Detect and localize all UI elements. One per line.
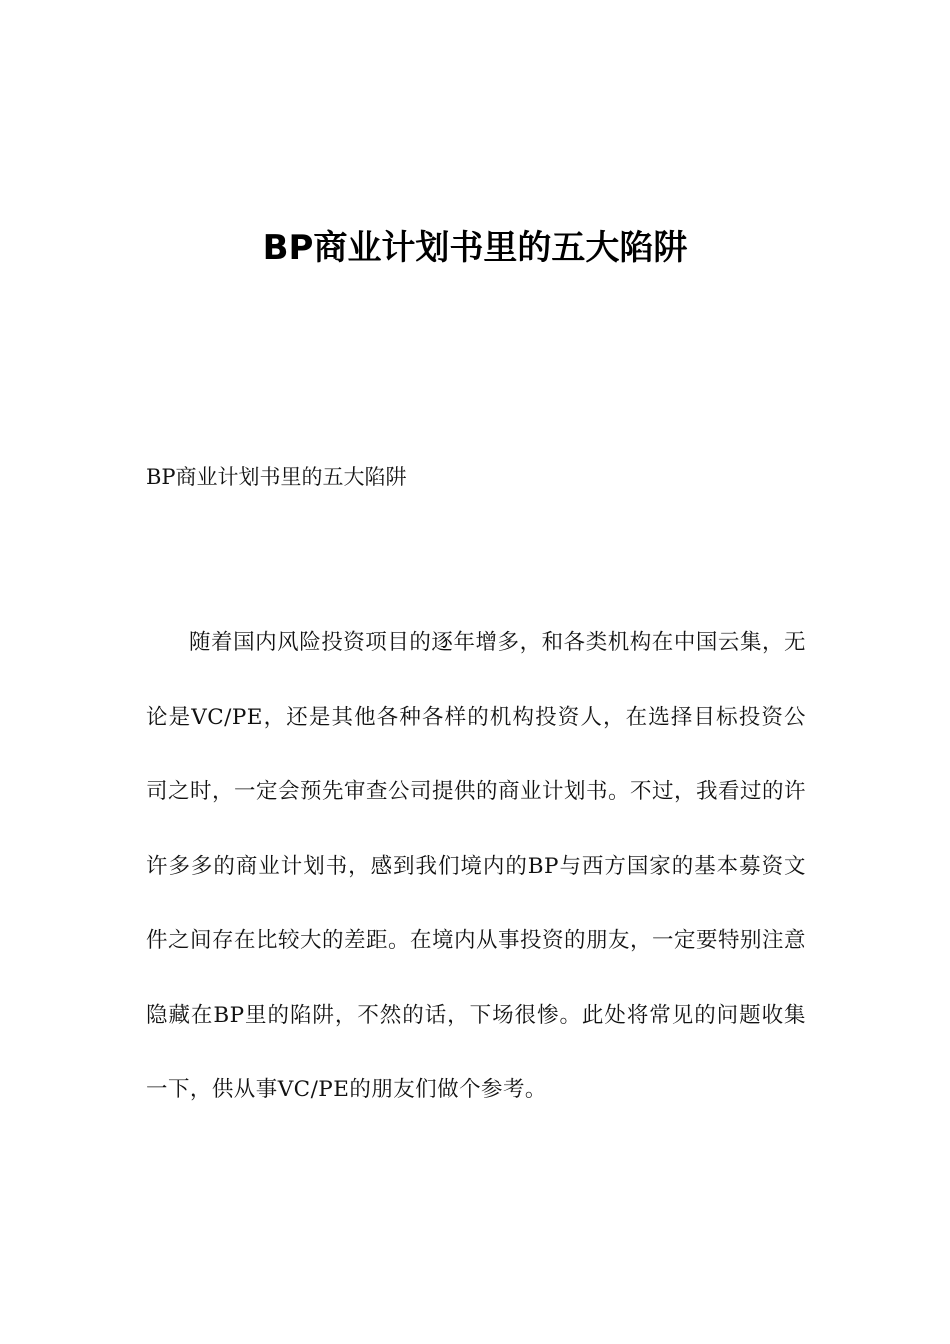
document-subtitle: BP商业计划书里的五大陷阱 — [146, 465, 407, 489]
body-paragraph: 随着国内风险投资项目的逐年增多，和各类机构在中国云集，无论是VC/PE，还是其他各种各样的机构投资人，在选择目标投资公司之时，一定会预先审查公司提供的商业计划书。不过，我看过的许许多多的商业计划书，感到我们境内的BP与西方国家的基本募资文件之间存在比较大的差距。在境内从事投资的朋友，一定要特别注意隐藏在BP里的陷阱，不然的话，下场很惨。此处将常见的问题收集一下，供从事VC/PE的朋友们做个参考。 — [146, 630, 806, 1102]
document-title: BP商业计划书里的五大陷阱 — [262, 228, 688, 268]
